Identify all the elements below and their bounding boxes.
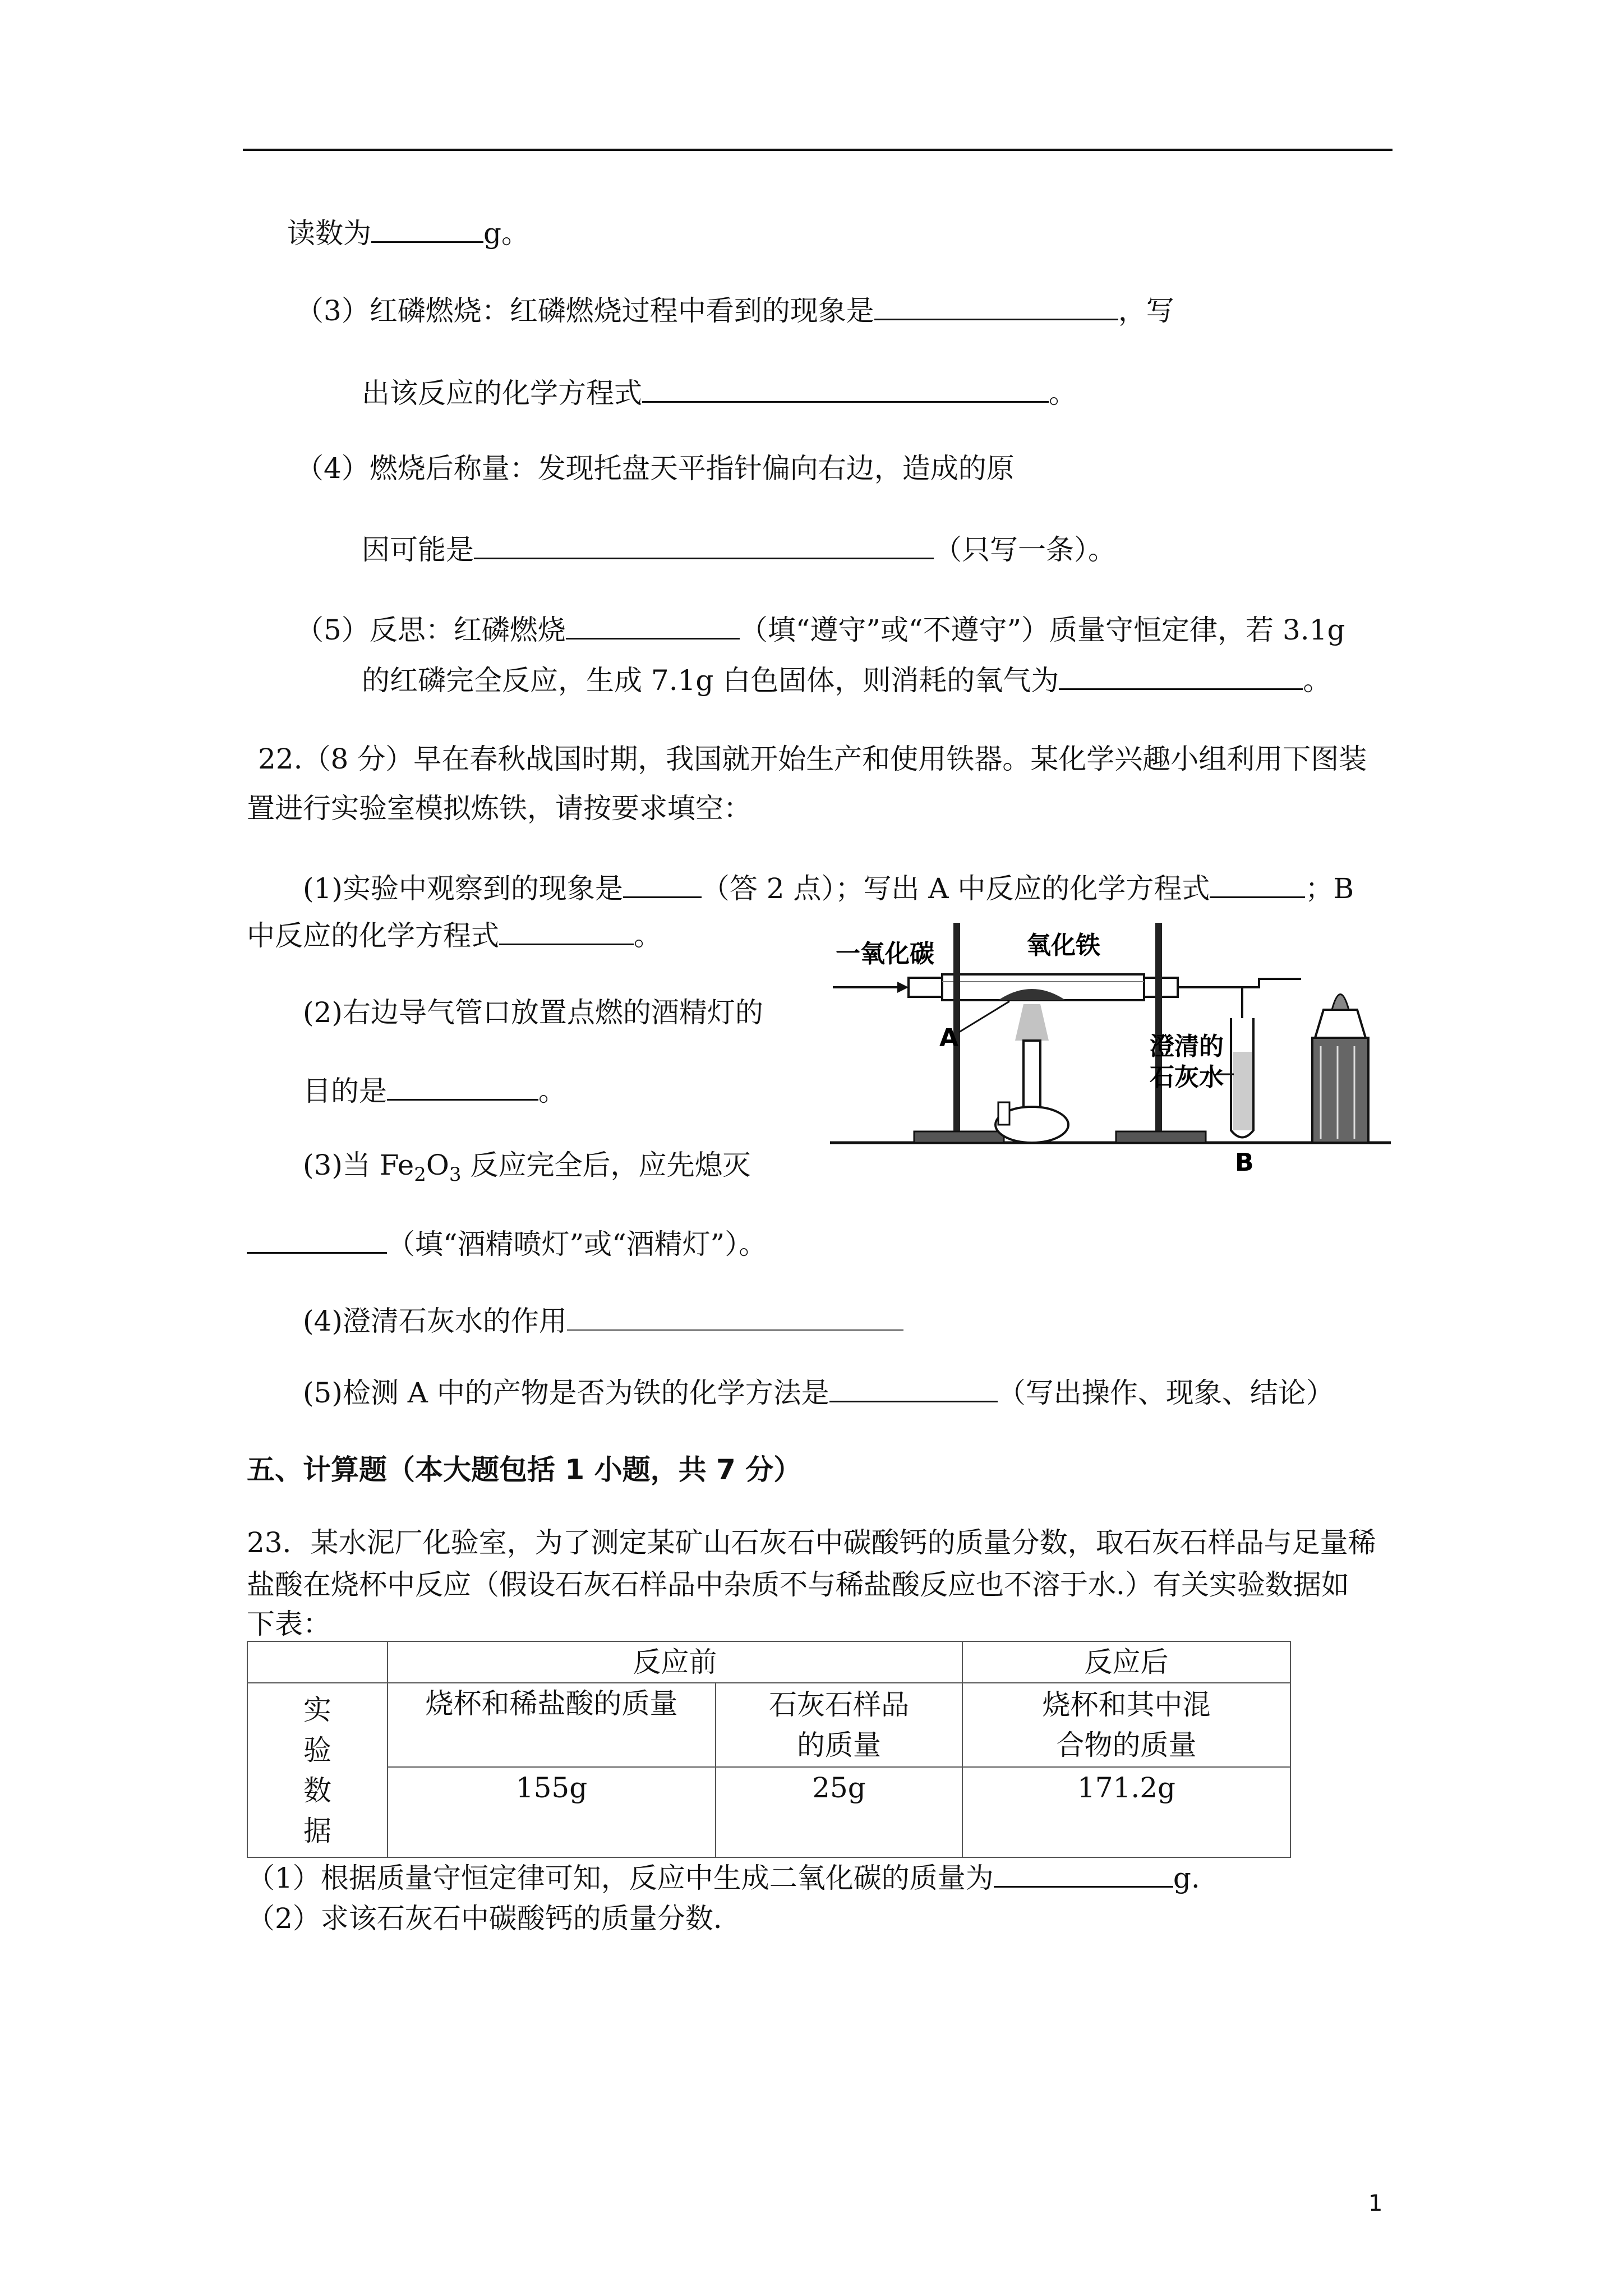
limewater-label-2: 石灰水 — [1150, 1063, 1224, 1092]
answer-blank[interactable] — [829, 1372, 998, 1402]
line-q5-oxygen: 的红磷完全反应，生成 7.1g 白色固体，则消耗的氧气为 。 — [362, 659, 1331, 700]
answer-blank[interactable] — [642, 372, 1049, 403]
co-label: 一氧化碳 — [836, 940, 934, 968]
a-label: A — [939, 1024, 959, 1052]
q22-part2: (2)右边导气管口放置点燃的酒精灯的 — [303, 996, 763, 1029]
answer-blank[interactable] — [994, 1857, 1173, 1888]
iron-smelting-apparatus-figure — [830, 912, 1391, 1175]
value-beaker-acid: 155g — [388, 1767, 716, 1857]
limewater-label-1: 澄清的 — [1150, 1032, 1224, 1061]
answer-blank[interactable] — [247, 1223, 387, 1254]
table-cell-empty — [247, 1641, 388, 1683]
q22-part2-b: 目的是 。 — [303, 1070, 566, 1111]
q23-sub1: （1）根据质量守恒定律可知，反应中生成二氧化碳的质量为 g. — [247, 1857, 1200, 1898]
header-rule — [243, 149, 1393, 151]
flame-icon — [1015, 1004, 1049, 1041]
header-after: 反应后 — [962, 1641, 1290, 1683]
left-stand-base — [914, 1131, 1004, 1143]
q22-intro-2: 置进行实验室模拟炼铁，请按要求填空： — [247, 792, 751, 825]
q22-intro-1: 22.（8 分）早在春秋战国时期，我国就开始生产和使用铁器。某化学兴趣小组利用下图装 — [258, 743, 1367, 775]
experiment-data-table — [247, 1641, 1291, 1858]
limewater — [1233, 1052, 1252, 1130]
line-q4: （4）燃烧后称量：发现托盘天平指针偏向右边，造成的原 — [296, 452, 1015, 485]
answer-blank[interactable] — [1210, 867, 1305, 898]
q22-part3: (3)当 $Fe_2O_3$ 反应完全后，应先熄灭 — [303, 1149, 751, 1186]
answer-blank[interactable] — [567, 1300, 903, 1331]
b-label: B — [1235, 1148, 1254, 1175]
table-row — [247, 1767, 1290, 1857]
q22-part4: (4)澄清石灰水的作用 — [303, 1300, 903, 1341]
left-stopper — [909, 978, 942, 997]
table-row — [247, 1641, 1290, 1683]
q23-sub2: （2）求该石灰石中碳酸钙的质量分数. — [247, 1902, 722, 1935]
col-header-mixture: 烧杯和其中混 合物的质量 — [962, 1683, 1290, 1767]
answer-blank[interactable] — [623, 867, 702, 898]
header-before: 反应前 — [388, 1641, 962, 1683]
answer-blank[interactable] — [474, 528, 934, 559]
arrow-head-icon — [897, 982, 909, 993]
answer-blank[interactable] — [387, 1070, 538, 1101]
table-row — [247, 1683, 1290, 1767]
q22-part1-b: 中反应的化学方程式 。 — [247, 914, 662, 955]
q23-text-3: 下表： — [247, 1608, 331, 1640]
q22-part3-b: （填“酒精喷灯”或“酒精灯”）。 — [247, 1223, 767, 1264]
page-number: 1 — [1368, 2191, 1383, 2216]
line-q3: （3）红磷燃烧：红磷燃烧过程中看到的现象是 ，写 — [296, 289, 1174, 330]
col-header-beaker-acid: 烧杯和稀盐酸的质量 — [388, 1683, 716, 1767]
line-q4-reason: 因可能是 （只写一条）。 — [362, 528, 1116, 569]
answer-blank[interactable] — [566, 609, 740, 639]
answer-blank[interactable] — [1059, 659, 1303, 690]
value-mixture: 171.2g — [962, 1767, 1290, 1857]
section-heading: 五、计算题（本大题包括 1 小题，共 7 分） — [247, 1453, 802, 1486]
answer-blank[interactable] — [371, 212, 483, 243]
fe2o3-label: 氧化铁 — [1026, 931, 1100, 960]
q22-part5: (5)检测 A 中的产物是否为铁的化学方法是 （写出操作、现象、结论） — [303, 1372, 1334, 1412]
row-label: 实 验 数 据 — [247, 1683, 388, 1857]
exhaust-tube — [1242, 979, 1301, 987]
line-reading: 读数为 g。 — [287, 212, 529, 253]
answer-blank[interactable] — [874, 289, 1118, 320]
answer-blank[interactable] — [499, 914, 634, 945]
line-q5: （5）反思：红磷燃烧 （填“遵守”或“不遵守”）质量守恒定律，若 3.1g — [296, 609, 1345, 650]
q23-text-1: 23．某水泥厂化验室，为了测定某矿山石灰石中碳酸钙的质量分数，取石灰石样品与足量稀 — [247, 1526, 1376, 1559]
q22-part1: (1)实验中观察到的现象是 （答 2 点）；写出 A 中反应的化学方程式 ；B — [303, 867, 1354, 908]
col-header-sample: 石灰石样品 的质量 — [716, 1683, 962, 1767]
right-stand-base — [1116, 1131, 1206, 1143]
alcohol-lamp-icon — [1315, 1010, 1366, 1038]
value-sample: 25g — [716, 1767, 962, 1857]
q23-text-2: 盐酸在烧杯中反应（假设石灰石样品中杂质不与稀盐酸反应也不溶于水.）有关实验数据如 — [247, 1568, 1349, 1601]
line-q3-equation: 出该反应的化学方程式 。 — [362, 372, 1077, 413]
blast-lamp-tube — [1023, 1041, 1040, 1108]
lamp-flame-icon — [1332, 995, 1349, 1010]
